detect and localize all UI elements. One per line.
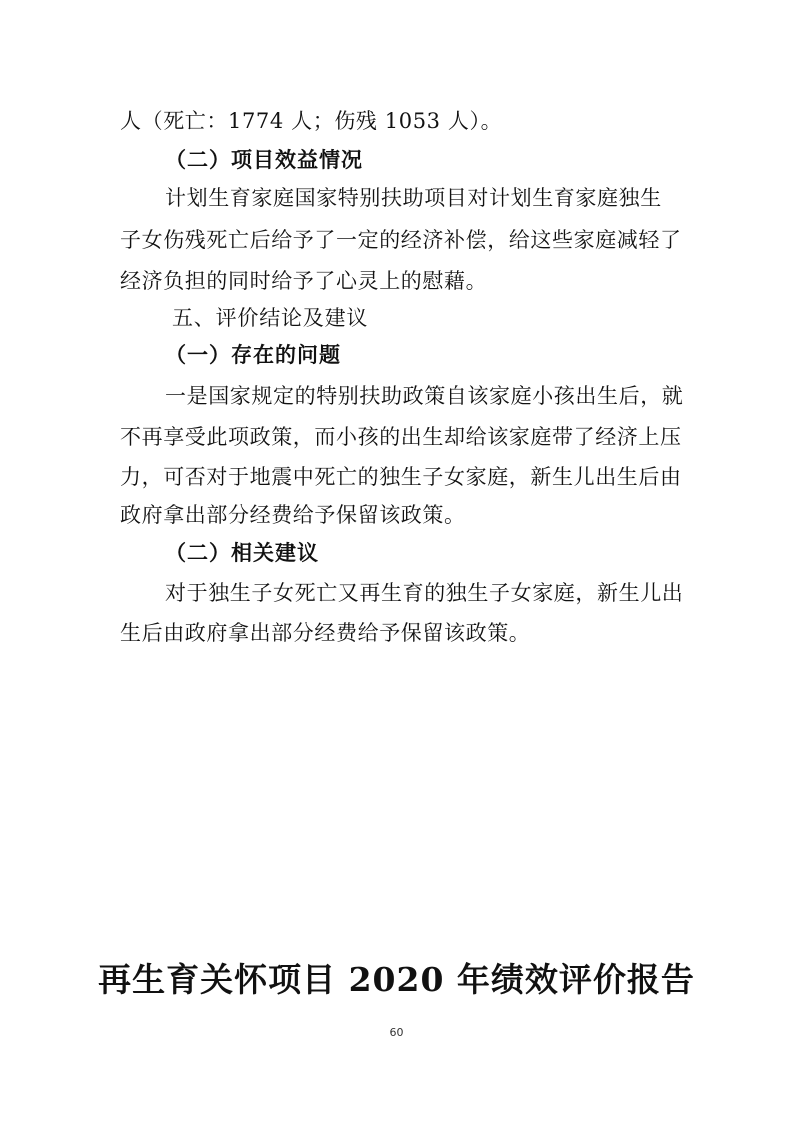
paragraph-line: 政府拿出部分经费给予保留该政策。: [120, 503, 466, 527]
subheading-project-benefits: （二）项目效益情况: [165, 148, 363, 172]
paragraph-line: 对于独生子女死亡又再生育的独生子女家庭，新生儿出: [165, 581, 684, 605]
subheading-problems: （一）存在的问题: [165, 343, 341, 367]
paragraph-line: 计划生育家庭国家特别扶助项目对计划生育家庭独生: [165, 186, 662, 210]
paragraph-line: 不再享受此项政策，而小孩的出生却给该家庭带了经济上压: [120, 425, 682, 449]
paragraph-line: 力，可否对于地震中死亡的独生子女家庭，新生儿出生后由: [120, 465, 682, 489]
paragraph-line: 人（死亡：1774 人；伤残 1053 人）。: [120, 109, 503, 133]
paragraph-line: 一是国家规定的特别扶助政策自该家庭小孩出生后，就: [165, 384, 684, 408]
subheading-suggestions: （二）相关建议: [165, 541, 319, 565]
section-heading-conclusions: 五、评价结论及建议: [172, 306, 369, 330]
paragraph-line: 子女伤残死亡后给予了一定的经济补偿，给这些家庭减轻了: [120, 228, 682, 252]
paragraph-line: 经济负担的同时给予了心灵上的慰藉。: [120, 269, 488, 293]
page-number: 60: [389, 1026, 404, 1039]
paragraph-line: 生后由政府拿出部分经费给予保留该政策。: [120, 621, 531, 645]
report-title: 再生育关怀项目 2020 年绩效评价报告: [98, 960, 695, 999]
